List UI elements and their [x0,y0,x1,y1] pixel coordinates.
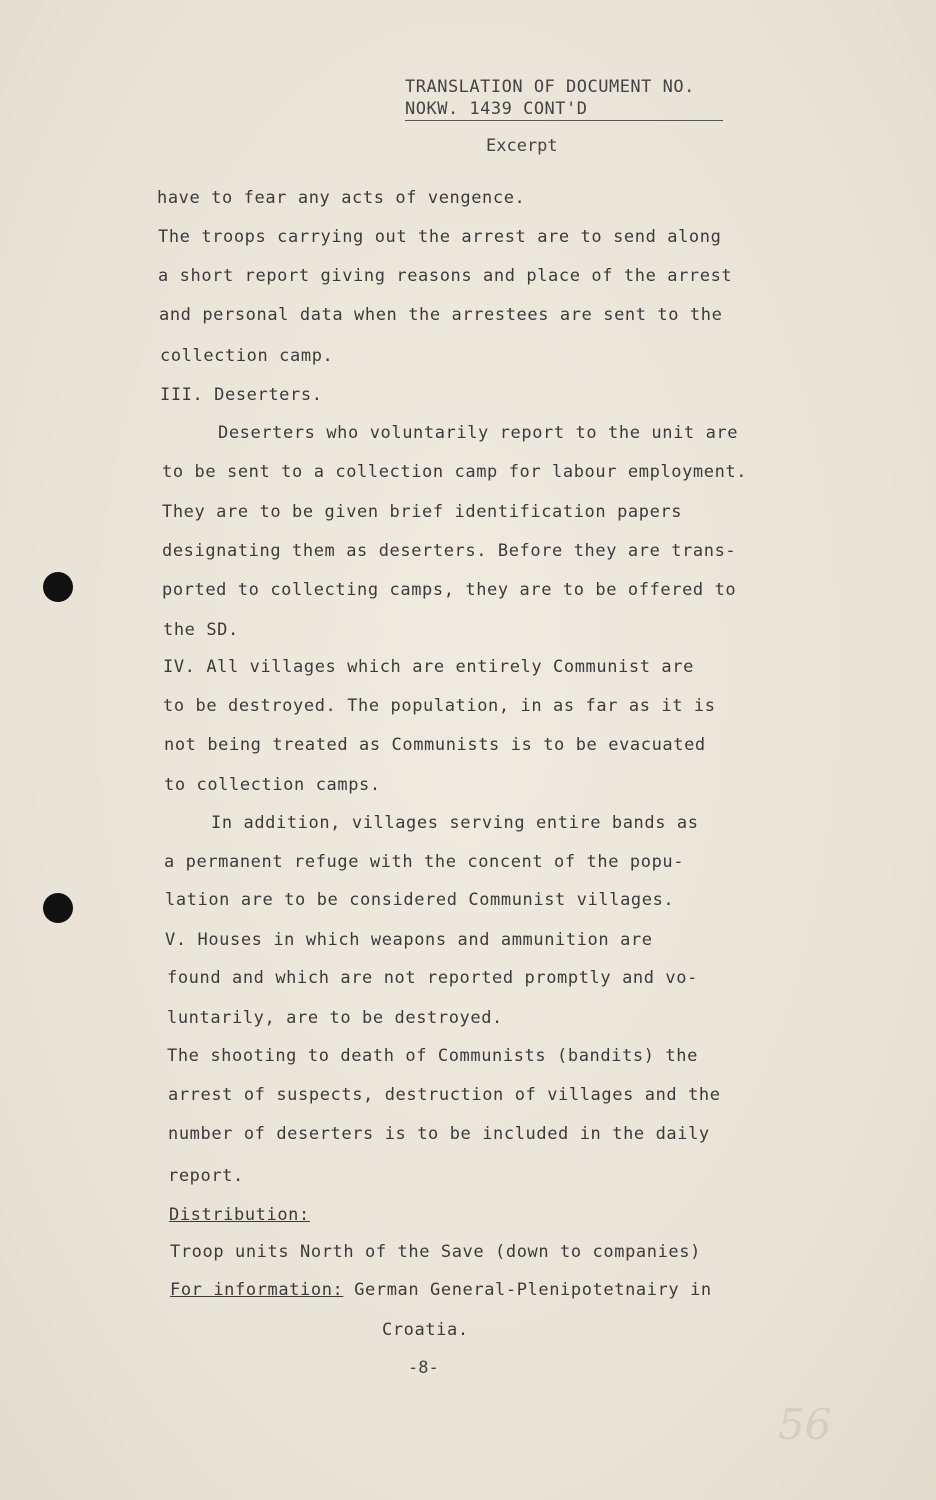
body-line: They are to be given brief identification papers [162,502,683,522]
body-line: luntarily, are to be destroyed. [167,1008,503,1028]
body-line: have to fear any acts of vengence. [157,188,526,208]
punch-hole [43,572,73,602]
header-ref: NOKW. 1439 CONT'D [405,98,723,121]
punch-hole [43,893,73,923]
header-title: TRANSLATION OF DOCUMENT NO. [405,77,695,97]
distribution-heading: Distribution: [169,1205,310,1225]
body-line: number of deserters is to be included in the daily [168,1124,710,1144]
distribution-line: Troop units North of the Save (down to companies) [170,1242,701,1262]
body-line: arrest of suspects, destruction of villages and the [168,1085,721,1105]
body-line: ported to collecting camps, they are to be offered to [162,580,737,600]
pencil-page-mark: 56 [778,1400,832,1449]
body-line: a permanent refuge with the concent of the popu- [164,852,685,872]
body-line: The troops carrying out the arrest are to send along [158,227,722,247]
body-line: The shooting to death of Communists (bandits) the [167,1046,698,1066]
information-label: For information: [170,1280,344,1300]
body-line: to be destroyed. The population, in as far as it is [163,696,716,716]
information-continuation: Croatia. [382,1320,469,1340]
information-line [170,1280,712,1300]
page-number: -8- [408,1358,439,1378]
body-line: found and which are not reported promptly and vo- [167,968,698,988]
body-line: to be sent to a collection camp for labour employment. [162,462,748,482]
body-line: Deserters who voluntarily report to the unit are [218,423,739,443]
body-line: the SD. [163,620,239,640]
body-line: and personal data when the arrestees are sent to the [159,305,723,325]
body-line: lation are to be considered Communist villages. [165,890,675,910]
body-line: a short report giving reasons and place of the arrest [158,266,733,286]
body-line: report. [168,1166,244,1186]
header-subtitle: Excerpt [486,136,558,156]
body-line: to collection camps. [164,775,381,795]
body-line: designating them as deserters. Before they are trans- [162,541,737,561]
document-header [405,76,723,121]
body-line: not being treated as Communists is to be evacuated [164,735,706,755]
body-line: In addition, villages serving entire bands as [211,813,699,833]
body-line: collection camp. [160,346,334,366]
section-heading: III. Deserters. [160,385,323,405]
section-heading: V. Houses in which weapons and ammunition are [165,930,653,950]
section-heading: IV. All villages which are entirely Communist are [163,657,694,677]
information-text: German General-Plenipotetnairy in [343,1280,712,1300]
